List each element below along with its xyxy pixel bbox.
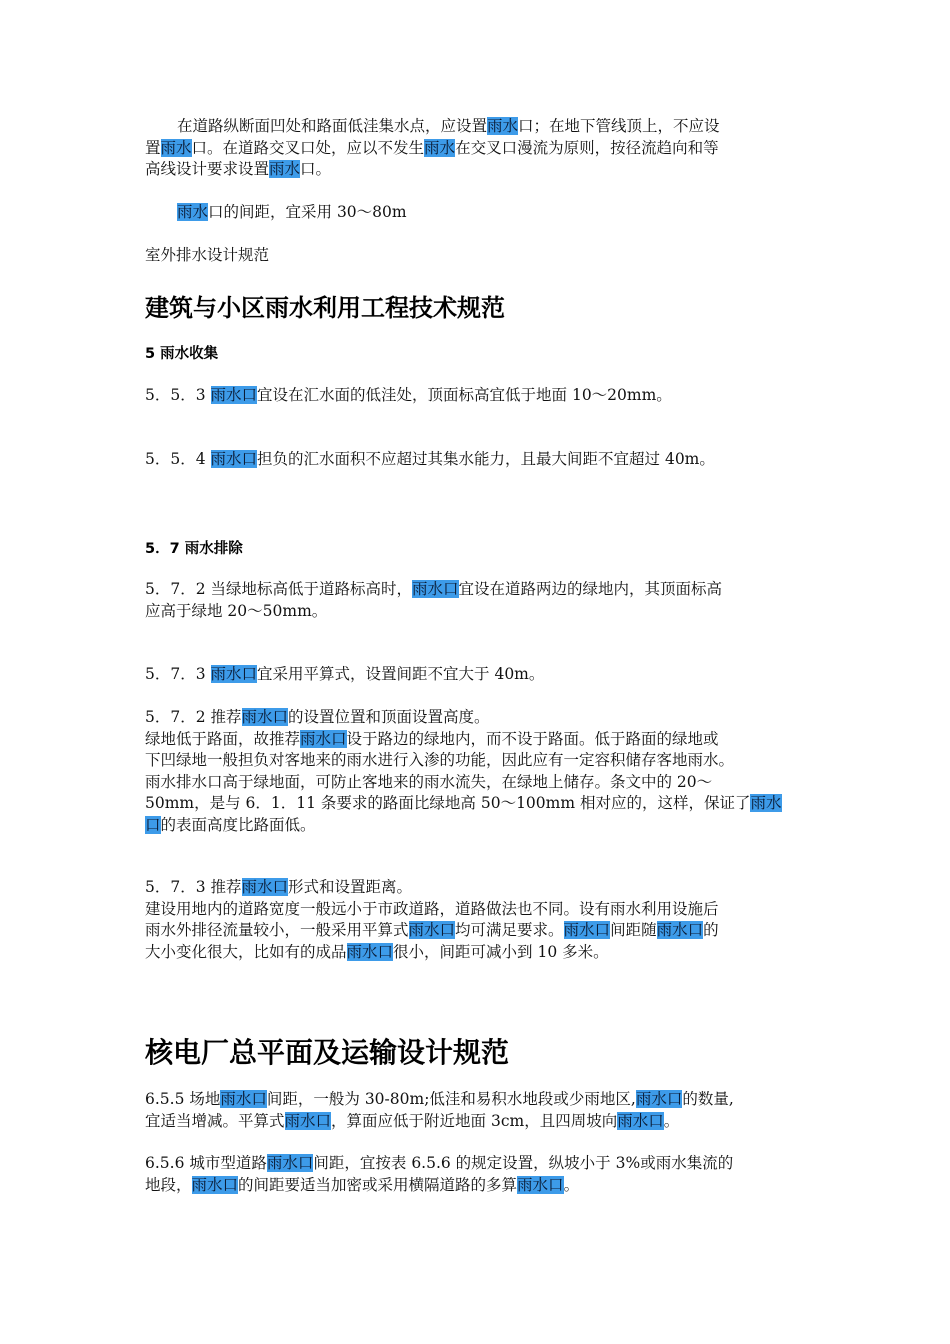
text-run: 雨水外排径流量较小，一般采用平算式	[145, 921, 409, 939]
paragraph-inlet-placement	[145, 116, 810, 181]
search-highlight: 雨水	[487, 117, 519, 135]
search-highlight: 雨水	[750, 794, 782, 812]
text-run: 5．7．2 推荐	[145, 708, 242, 726]
text-line: 应高于绿地 20～50mm。	[145, 601, 328, 620]
search-highlight: 雨水口	[220, 1090, 267, 1108]
text-line	[145, 1111, 810, 1133]
clause-5-5-3	[145, 385, 810, 407]
text-run: 口。在道路交叉口处，应以不发生	[191, 138, 425, 157]
text-run: 。	[563, 1175, 580, 1194]
clause-5-7-2	[145, 579, 810, 622]
clause-5-5-4	[145, 449, 810, 471]
text-run: 宜采用平算式，设置间距不宜大于 40m。	[257, 665, 545, 683]
clause-6-5-5	[145, 1089, 810, 1132]
heading-nuclear-plant-layout-code: 核电厂总平面及运输设计规范	[145, 1036, 510, 1069]
text-run: 宜适当增减。平算式	[145, 1111, 285, 1130]
text-run: 间距随	[610, 921, 657, 939]
search-highlight: 雨水口	[284, 1111, 332, 1130]
text-run: 宜设在汇水面的低洼处，顶面标高宜低于地面 10～20mm。	[257, 386, 672, 404]
text-run: 绿地低于路面，故推荐	[145, 729, 301, 748]
search-highlight: 雨水口	[191, 1175, 239, 1194]
clause-5-7-3	[145, 664, 810, 686]
paragraph-outdoor-drainage-code	[145, 245, 810, 267]
text-line: 建设用地内的道路宽度一般远小于市政道路，道路做法也不同。设有雨水利用设施后	[145, 899, 719, 918]
text-line	[145, 664, 810, 686]
text-line	[145, 1089, 810, 1111]
text-run: 6.5.5 场地	[145, 1090, 221, 1108]
text-run: 形式和设置距离。	[288, 878, 413, 896]
text-run: 担负的汇水面积不应超过其集水能力，且最大间距不宜超过 40m。	[257, 450, 715, 468]
text-line	[145, 1153, 810, 1175]
text-line	[145, 579, 810, 601]
text-run: 很小，间距可减小到 10 多米。	[393, 942, 609, 961]
search-highlight: 雨水口	[517, 1175, 564, 1194]
text-line	[145, 793, 810, 815]
text-run: 口；在地下管线顶上，不应设	[518, 117, 720, 135]
search-highlight: 雨水口	[241, 878, 289, 896]
text-line	[145, 942, 810, 964]
text-run: 置	[145, 138, 161, 157]
text-line	[145, 385, 810, 407]
heading-rainwater-collection: 5 雨水收集	[145, 346, 219, 362]
search-highlight: 雨水口	[241, 708, 289, 726]
text-run: 50mm，是与 6．1．11 条要求的路面比绿地高 50～100mm 相对应的，这样，保证了	[145, 794, 751, 812]
text-run: ，算面应低于附近地面 3cm，且四周坡向	[331, 1111, 618, 1130]
text-run: 5．7．3 推荐	[145, 878, 242, 896]
text-run: 的设置位置和顶面设置高度。	[288, 708, 490, 726]
text-run: 宜设在道路两边的绿地内，其顶面标高	[458, 580, 723, 598]
commentary-5-7-2	[145, 707, 810, 836]
text-run: 均可满足要求。	[455, 921, 564, 939]
text-line: 室外排水设计规范	[145, 246, 270, 264]
text-run: 口。	[300, 160, 332, 178]
search-highlight: 口	[145, 815, 161, 834]
search-highlight: 雨水口	[210, 665, 258, 683]
text-line	[145, 1175, 810, 1197]
search-highlight: 雨水	[177, 203, 209, 221]
text-run: 5．7．2 当绿地标高低于道路标高时，	[145, 580, 413, 598]
text-run: 的	[703, 921, 719, 939]
text-line	[145, 877, 810, 899]
heading-rainwater-discharge: 5．7 雨水排除	[145, 541, 243, 557]
search-highlight: 雨水口	[266, 1154, 314, 1172]
text-line	[145, 449, 810, 471]
search-highlight: 雨水	[160, 138, 192, 157]
text-run: 大小变化很大，比如有的成品	[145, 942, 347, 961]
text-run: 在交叉口漫流为原则，按径流趋向和等	[455, 138, 719, 157]
text-run: 口的间距，宜采用 30～80m	[208, 203, 407, 221]
text-run: 的数量,	[682, 1090, 734, 1108]
text-run: 间距，宜按表 6.5.6 的规定设置，纵坡小于 3%或雨水集流的	[313, 1154, 734, 1172]
text-run: 的表面高度比路面低。	[160, 815, 316, 834]
text-line: 下凹绿地一般担负对客地来的雨水进行入渗的功能，因此应有一定容积储存客地雨水。	[145, 751, 735, 769]
text-line	[145, 116, 810, 138]
search-highlight: 雨水口	[346, 942, 394, 961]
text-run: 高线设计要求设置	[145, 160, 270, 178]
text-run: 5．5．4	[145, 450, 211, 468]
search-highlight: 雨水口	[408, 921, 456, 939]
search-highlight: 雨水口	[210, 450, 258, 468]
paragraph-inlet-spacing	[145, 202, 810, 224]
text-run: 。	[663, 1111, 680, 1130]
text-run: 5．5．3	[145, 386, 211, 404]
text-line	[145, 707, 810, 729]
text-run: 设于路边的绿地内，而不设于路面。低于路面的绿地或	[346, 729, 719, 748]
search-highlight: 雨水口	[412, 580, 459, 598]
search-highlight: 雨水口	[617, 1111, 664, 1130]
search-highlight: 雨水口	[656, 921, 704, 939]
search-highlight: 雨水口	[563, 921, 611, 939]
text-line: 雨水排水口高于绿地面，可防止客地来的雨水流失，在绿地上储存。条文中的 20～	[145, 772, 713, 791]
text-line	[145, 920, 810, 942]
search-highlight: 雨水	[269, 160, 301, 178]
text-run: 地段，	[145, 1175, 192, 1194]
text-line	[145, 159, 810, 181]
search-highlight: 雨水	[424, 138, 456, 157]
text-line	[145, 729, 810, 751]
text-run: 5．7．3	[145, 665, 211, 683]
search-highlight: 雨水口	[300, 729, 347, 748]
text-line	[145, 202, 810, 224]
search-highlight: 雨水口	[635, 1090, 683, 1108]
text-line	[145, 138, 810, 160]
search-highlight: 雨水口	[210, 386, 258, 404]
text-line	[145, 815, 810, 837]
heading-rainwater-utilization-code: 建筑与小区雨水利用工程技术规范	[145, 294, 505, 322]
text-run: 6.5.6 城市型道路	[145, 1154, 267, 1172]
text-run: 的间距要适当加密或采用横隔道路的多算	[238, 1175, 518, 1194]
text-run: 在道路纵断面凹处和路面低洼集水点，应设置	[177, 117, 488, 135]
clause-6-5-6	[145, 1153, 810, 1196]
commentary-5-7-3	[145, 877, 810, 963]
text-run: 间距，一般为 30-80m;低洼和易积水地段或少雨地区,	[266, 1090, 636, 1108]
